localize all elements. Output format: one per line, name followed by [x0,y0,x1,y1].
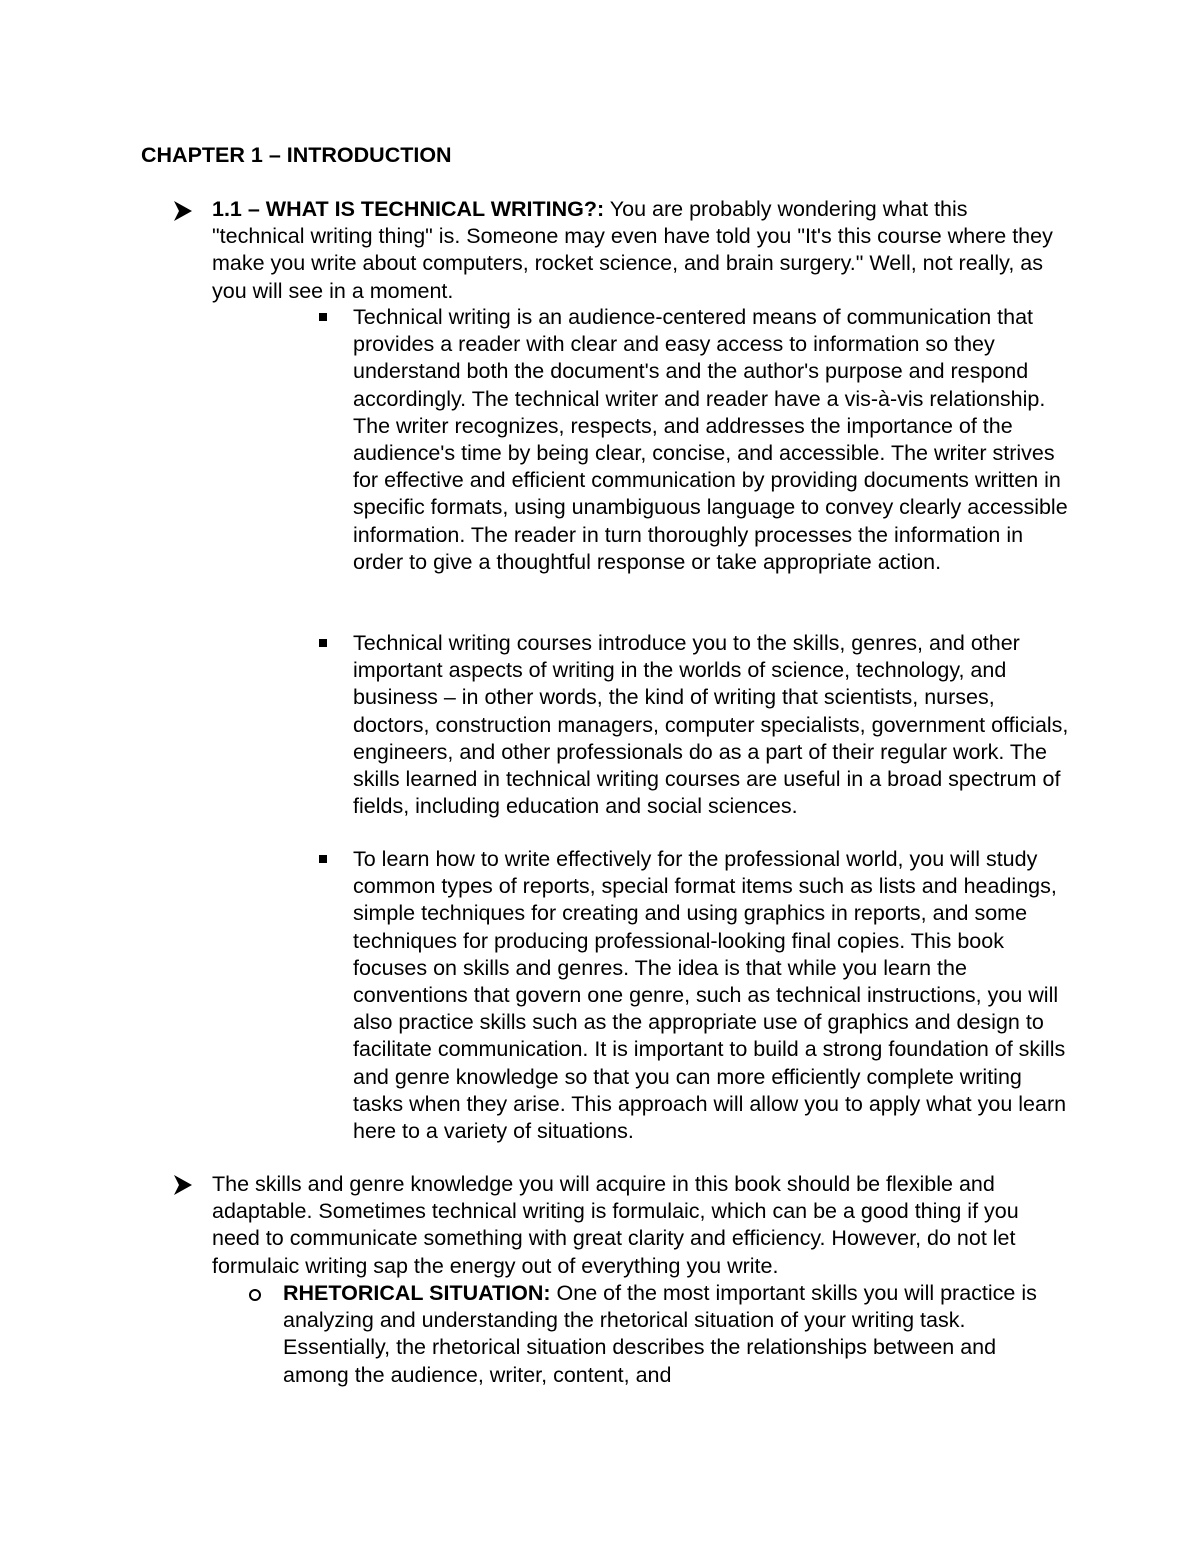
sub-paragraph [283,1280,1043,1389]
list-item [212,1171,1062,1280]
list-item [353,304,1069,576]
section-paragraph: The skills and genre knowledge you will acquire in this book should be flexible and adaptable. Sometimes technical writing is formulaic, which can be a good thing if you need to communicate something with great clarity and efficiency. However, do not let formulaic writing sap the energy out of everything you write. [212,1172,1019,1278]
bullet-paragraph: Technical writing courses introduce you to the skills, genres, and other important aspects of writing in the worlds of science, technology, and business – in other words, the kind of writing that scientists, nurses, doctors, construction managers, computer specialists, government officials, engineers, and other professionals do as a part of their regular work. The skills learned in technical writing courses are useful in a broad spectrum of fields, including education and social sciences. [353,631,1069,819]
square-bullet-icon [319,855,327,863]
bullet-paragraph: Technical writing is an audience-centered means of communication that provides a reader with clear and easy access to information so they understand both the document's and the author's purpose and respond accordingly. The technical writer and reader have a vis-à-vis relationship. The writer recognizes, respects, and addresses the importance of the audience's time by being clear, concise, and accessible. The writer strives for effective and efficient communication by providing documents written in specific formats, using unambiguous language to convey clearly accessible information. The reader in turn thoroughly processes the information in order to give a thoughtful response or take appropriate action. [353,305,1068,574]
square-bullet-icon [319,639,327,647]
list-item [353,846,1069,1145]
section-paragraph [212,196,1062,305]
list-item [353,630,1069,820]
arrow-bullet-icon [173,200,193,222]
subsection-text: One of the most important skills you will practice is analyzing and understanding the rhetorical situation of your writing task. Essentially, the rhetorical situation describes the relationships between and among the audience, writer, content, and [283,1281,1037,1387]
section-heading: 1.1 – WHAT IS TECHNICAL WRITING?: [212,197,605,221]
list-item [212,196,1062,305]
subsection-heading: RHETORICAL SITUATION: [283,1281,551,1305]
arrow-bullet-icon [173,1174,193,1196]
bullet-paragraph: To learn how to write effectively for the professional world, you will study common types of reports, special format items such as lists and headings, simple techniques for creating and using graphics in reports, and some techniques for producing professional-looking final copies. This book focuses on skills and genres. The idea is that while you learn the conventions that govern one genre, such as technical instructions, you will also practice skills such as the appropriate use of graphics and design to facilitate communication. It is important to build a strong foundation of skills and genre knowledge so that you can more efficiently complete writing tasks when they arise. This approach will allow you to apply what you learn here to a variety of situations. [353,847,1067,1144]
section-text: You are probably wondering what this "technical writing thing" is. Someone may even have told you "It's this course where they make you write about computers, rocket science, and brain surgery." Well, not really, as you will see in a moment. [212,197,1053,303]
list-item [283,1280,1043,1389]
square-bullet-icon [319,313,327,321]
circle-bullet-icon [249,1289,261,1301]
chapter-title: CHAPTER 1 – INTRODUCTION [141,143,452,167]
